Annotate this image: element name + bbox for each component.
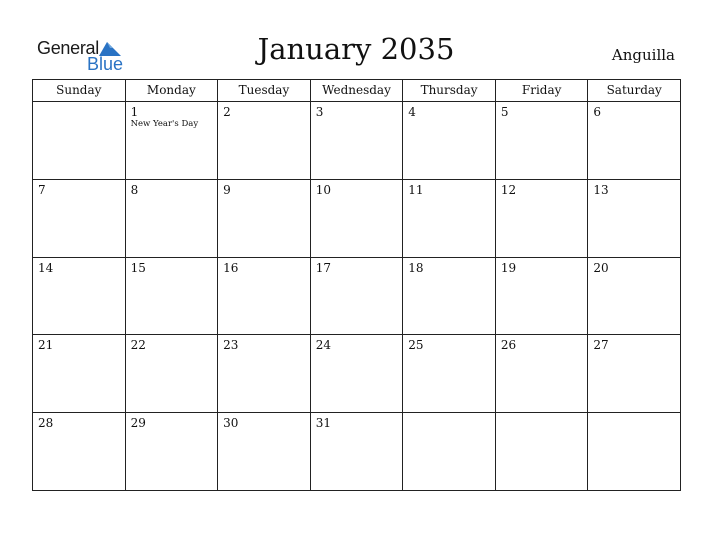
day-number: 10	[315, 182, 331, 197]
day-number: 18	[408, 260, 424, 275]
day-number: 23	[223, 338, 239, 353]
day-cell	[126, 258, 219, 336]
day-cell	[588, 258, 681, 336]
day-number: 19	[500, 260, 517, 275]
weekday-header-sunday: Sunday	[33, 80, 126, 102]
day-number: 30	[223, 416, 239, 431]
day-number: 25	[408, 338, 424, 353]
day-cell	[496, 413, 589, 491]
day-cell	[311, 258, 404, 336]
day-number: 20	[593, 260, 609, 275]
day-number: 7	[38, 182, 46, 197]
weekday-header-friday: Friday	[496, 80, 589, 102]
weekday-header-saturday: Saturday	[588, 80, 681, 102]
day-cell	[496, 180, 589, 258]
day-number: 22	[130, 338, 146, 353]
day-cell	[496, 102, 589, 180]
day-cell	[588, 102, 681, 180]
day-cell	[403, 102, 496, 180]
holiday-label: New Year's Day	[130, 119, 199, 129]
calendar-title: January 2035	[257, 32, 455, 66]
day-number: 14	[38, 260, 54, 275]
day-number: 15	[130, 260, 146, 275]
day-number: 27	[593, 338, 609, 353]
day-number: 3	[315, 105, 324, 119]
day-number: 26	[500, 338, 517, 353]
day-number: 21	[38, 338, 54, 353]
calendar-grid	[32, 79, 681, 491]
weekday-header-tuesday: Tuesday	[218, 80, 311, 102]
day-cell	[33, 180, 126, 258]
day-number: 31	[315, 416, 331, 431]
day-number: 1	[130, 105, 139, 119]
day-number: 16	[223, 260, 239, 275]
day-cell	[403, 335, 496, 413]
day-cell	[33, 258, 126, 336]
day-cell	[218, 102, 311, 180]
day-cell	[496, 335, 589, 413]
weekday-header-thursday: Thursday	[403, 80, 496, 102]
day-cell	[588, 180, 681, 258]
day-cell	[33, 102, 126, 180]
day-number: 5	[500, 105, 509, 119]
day-number: 6	[593, 105, 602, 119]
day-number: 17	[315, 260, 331, 275]
day-number: 8	[130, 182, 139, 197]
day-cell	[588, 413, 681, 491]
day-cell	[311, 335, 404, 413]
day-cell	[126, 102, 219, 180]
day-number: 11	[408, 182, 424, 197]
day-number: 28	[38, 416, 54, 431]
day-cell	[126, 180, 219, 258]
day-cell	[126, 413, 219, 491]
day-cell	[126, 335, 219, 413]
day-number: 2	[223, 105, 231, 119]
day-cell	[218, 258, 311, 336]
day-cell	[218, 180, 311, 258]
day-number: 12	[500, 182, 517, 197]
day-cell	[403, 258, 496, 336]
day-cell	[403, 413, 496, 491]
day-number: 4	[408, 105, 416, 119]
day-cell	[33, 335, 126, 413]
logo-text-general: General	[37, 38, 99, 58]
weekday-header-wednesday: Wednesday	[311, 80, 404, 102]
day-number: 24	[315, 338, 331, 353]
day-cell	[33, 413, 126, 491]
day-cell	[403, 180, 496, 258]
day-cell	[311, 413, 404, 491]
day-cell	[588, 335, 681, 413]
weekday-header-monday: Monday	[126, 80, 219, 102]
day-cell	[311, 180, 404, 258]
day-cell	[496, 258, 589, 336]
day-number: 13	[593, 182, 609, 197]
day-cell	[218, 413, 311, 491]
day-cell	[311, 102, 404, 180]
day-number: 29	[130, 416, 146, 431]
logo-text-blue: Blue	[87, 54, 124, 74]
country-label: Anguilla	[611, 46, 675, 64]
day-cell	[218, 335, 311, 413]
day-number: 9	[223, 182, 231, 197]
